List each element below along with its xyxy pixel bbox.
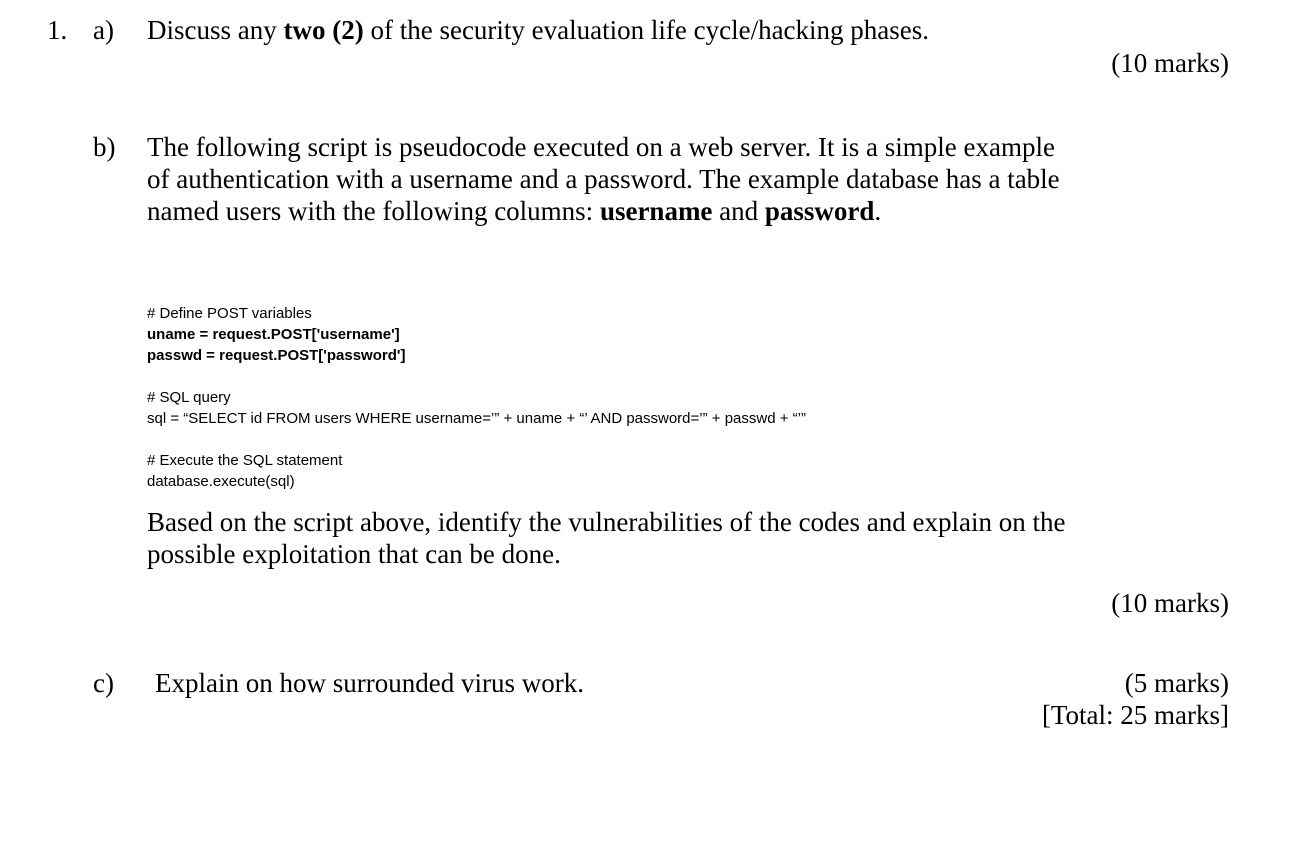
part-a-text	[147, 14, 929, 47]
part-b-marks: (10 marks)	[1111, 588, 1229, 618]
code-line-uname: uname = request.POST['username']	[147, 326, 400, 343]
code-comment-sql: # SQL query	[147, 389, 231, 406]
part-b-column-password: password	[764, 196, 875, 226]
code-line-passwd: passwd = request.POST['password']	[147, 347, 406, 364]
code-comment-execute: # Execute the SQL statement	[147, 452, 343, 469]
part-a-text-before: Discuss any	[147, 15, 284, 45]
part-b-para-line3-end: .	[874, 196, 882, 226]
part-a-text-bold: two (2)	[283, 15, 364, 45]
part-a-label: a)	[93, 15, 114, 45]
part-a-marks: (10 marks)	[1111, 48, 1229, 78]
part-b-label: b)	[93, 132, 116, 162]
code-comment-define: # Define POST variables	[147, 305, 312, 322]
part-b-question-line2: possible exploitation that can be done.	[147, 539, 561, 569]
part-b-para-line3	[147, 195, 881, 228]
part-b-para-line2: of authentication with a username and a password. The example database has a table	[147, 164, 1060, 194]
question-number: 1.	[47, 15, 68, 45]
part-a-text-after: of the security evaluation life cycle/hacking phases.	[363, 15, 930, 45]
code-block	[147, 303, 806, 492]
part-b-question-line1: Based on the script above, identify the vulnerabilities of the codes and explain on the	[147, 507, 1066, 537]
part-b-para-line1: The following script is pseudocode executed on a web server. It is a simple example	[147, 132, 1055, 162]
part-b-column-username: username	[599, 196, 713, 226]
part-b-para-line3-before: named users with the following columns:	[147, 196, 600, 226]
part-c-text: Explain on how surrounded virus work.	[155, 668, 584, 698]
part-c-marks: (5 marks)	[1124, 668, 1229, 698]
part-c-label: c)	[93, 668, 114, 698]
code-line-sql: sql = “SELECT id FROM users WHERE username=’” + uname + “’ AND password=’” + passwd + “’”	[147, 410, 806, 427]
total-marks: [Total: 25 marks]	[1041, 700, 1229, 730]
code-line-execute: database.execute(sql)	[147, 473, 295, 490]
part-b-para-line3-mid: and	[712, 196, 765, 226]
